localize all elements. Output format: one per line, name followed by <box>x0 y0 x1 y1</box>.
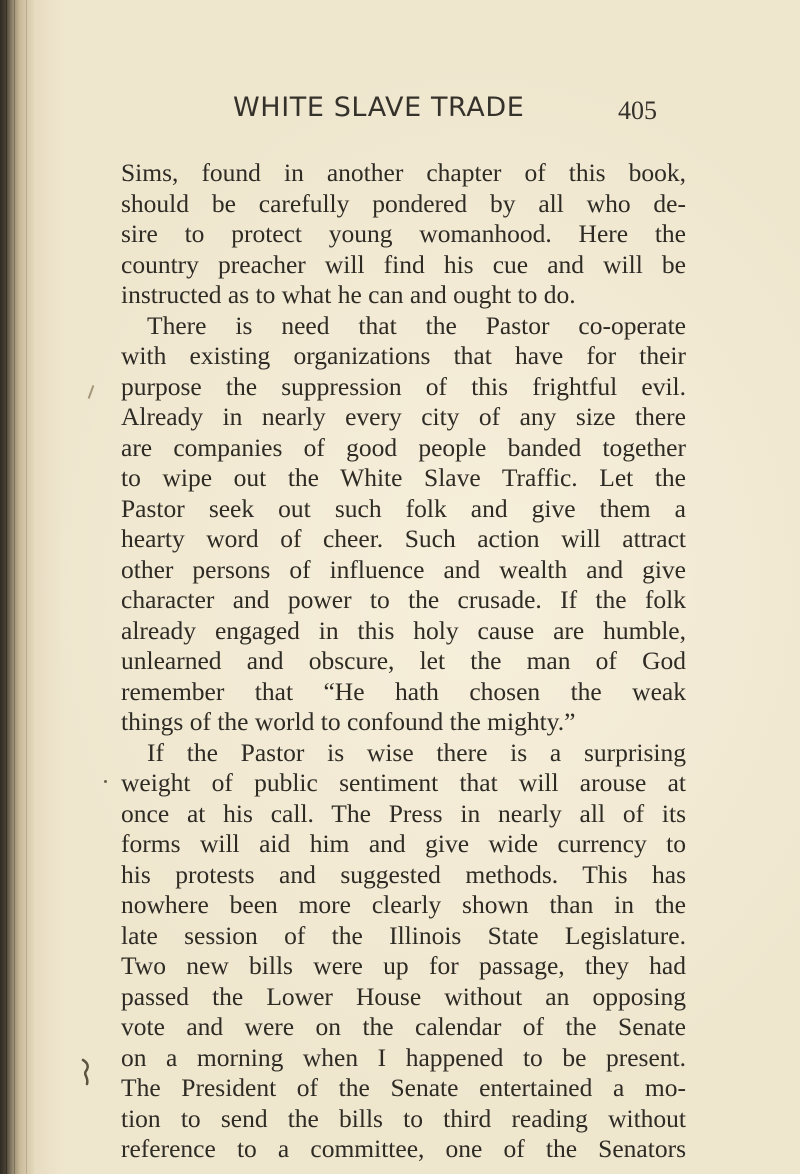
text-line: purpose the suppression of this frightful evil. <box>121 371 686 401</box>
text-line: Two new bills were up for passage, they had <box>121 951 686 980</box>
running-head <box>0 92 800 132</box>
margin-ink-mark <box>80 1058 92 1086</box>
text-line: vote and were on the calendar of the Senate <box>121 1012 686 1041</box>
text-line: hearty word of cheer. Such action will attract <box>121 524 686 553</box>
text-line: with existing organizations that have for their <box>121 341 686 370</box>
text-line: If the Pastor is wise there is a surprising <box>147 737 686 767</box>
text-line: unlearned and obscure, let the man of God <box>121 646 686 675</box>
text-line: his protests and suggested methods. This has <box>121 859 686 889</box>
text-line: other persons of influence and wealth and give <box>121 554 686 584</box>
text-line: things of the world to confound the mighty.” <box>121 707 576 736</box>
running-head-title: WHITE SLAVE TRADE <box>233 92 525 123</box>
text-line: character and power to the crusade. If the folk <box>121 585 686 614</box>
text-line: The President of the Senate entertained a mo- <box>121 1073 686 1102</box>
text-line: Pastor seek out such folk and give them a <box>121 493 686 523</box>
text-line: Sims, found in another chapter of this book, <box>121 158 686 187</box>
body-text <box>121 158 686 1165</box>
text-line: Already in nearly every city of any size there <box>121 402 686 431</box>
text-line: should be carefully pondered by all who de- <box>121 188 686 218</box>
text-line: passed the Lower House without an opposing <box>121 981 686 1011</box>
text-line: reference to a committee, one of the Senators <box>121 1134 686 1163</box>
text-line: to wipe out the White Slave Traffic. Let the <box>121 463 686 492</box>
text-line: country preacher will find his cue and will be <box>121 249 686 279</box>
margin-speck <box>88 385 95 399</box>
binding-crease-line <box>6 0 7 1174</box>
page-number: 405 <box>618 96 657 125</box>
binding-crease-line <box>26 0 27 1174</box>
text-line: weight of public sentiment that will arouse at <box>121 768 686 797</box>
binding-crease-line <box>14 0 15 1174</box>
text-line: remember that “He hath chosen the weak <box>121 676 686 706</box>
text-line: on a morning when I happened to be present. <box>121 1042 686 1072</box>
text-line: sire to protect young womanhood. Here the <box>121 219 686 248</box>
text-line: instructed as to what he can and ought to do. <box>121 280 576 309</box>
text-line: forms will aid him and give wide currency to <box>121 829 686 858</box>
text-line: tion to send the bills to third reading without <box>121 1103 686 1133</box>
margin-speck <box>104 780 107 783</box>
text-line: already engaged in this holy cause are humble, <box>121 615 686 645</box>
text-line: are companies of good people banded together <box>121 432 686 462</box>
text-line: There is need that the Pastor co-operate <box>147 310 686 340</box>
text-line: late session of the Illinois State Legislature. <box>121 920 686 950</box>
text-line: nowhere been more clearly shown than in the <box>121 890 686 919</box>
text-line: once at his call. The Press in nearly all of its <box>121 798 686 828</box>
